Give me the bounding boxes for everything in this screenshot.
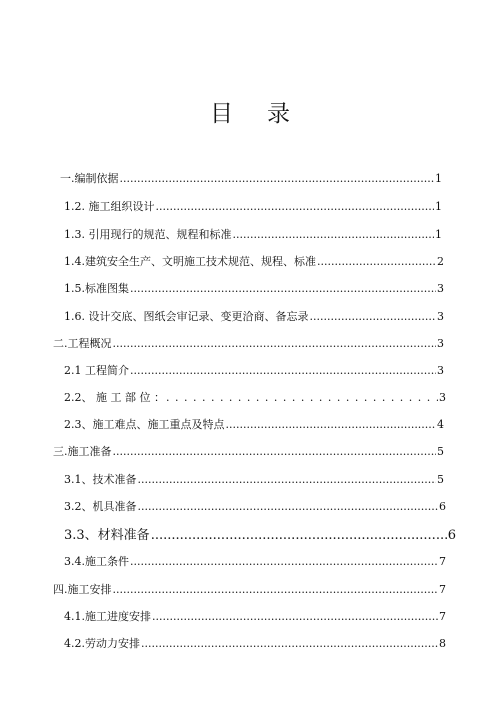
toc-entry[interactable] <box>64 280 444 296</box>
toc-entry-label: 1.5.标准图集 <box>64 282 129 295</box>
toc-entry[interactable] <box>64 362 444 378</box>
toc-entry-page: 1 <box>435 200 442 213</box>
toc-entry[interactable] <box>64 524 456 543</box>
toc-leader-dots <box>113 583 439 596</box>
toc-entry-page: 1 <box>435 172 442 185</box>
toc-entry-page: 7 <box>439 583 446 596</box>
toc-entry-page: 3 <box>439 391 446 404</box>
toc-entry-page: 1 <box>435 228 442 241</box>
toc-leader-dots <box>151 528 447 543</box>
toc-leader-dots <box>130 282 436 295</box>
toc-entry-page: 3 <box>437 337 444 350</box>
toc-leader-dots <box>113 337 437 350</box>
toc-leader-dots <box>317 255 436 268</box>
toc-leader-dots <box>226 418 437 431</box>
toc-entry[interactable] <box>64 471 444 487</box>
toc-entry-label: 1.6. 设计交底、图纸会审记录、变更洽商、备忘录 <box>64 310 309 323</box>
toc-entry-label: 1.4.建筑安全生产、文明施工技术规范、规程、标准 <box>64 255 316 268</box>
toc-leader-dots <box>130 555 438 568</box>
toc-entry-label: 3.3、材料准备 <box>64 528 150 543</box>
toc-entry-label: 三.施工准备 <box>53 445 112 458</box>
toc-entry[interactable] <box>53 581 446 597</box>
toc-entry-label: 2.2、 施 工 部 位 ： <box>64 391 165 404</box>
toc-entry-page: 3 <box>437 310 444 323</box>
toc-entry-page: 5 <box>437 445 444 458</box>
toc-entry-label: 一.编制依据 <box>60 172 119 185</box>
toc-leader-dots <box>130 364 436 377</box>
title-char-2: 录 <box>267 101 290 127</box>
toc-leader-dots <box>113 445 437 458</box>
toc-leader-dots <box>152 610 438 623</box>
toc-leader-dots <box>166 391 438 404</box>
toc-entry[interactable] <box>64 498 446 514</box>
toc-entry-page: 3 <box>437 364 444 377</box>
toc-entry[interactable] <box>64 635 446 651</box>
toc-leader-dots <box>138 473 437 486</box>
toc-entry-label: 4.2.劳动力安排 <box>64 637 140 650</box>
toc-entry-page: 2 <box>437 255 444 268</box>
page-title <box>0 95 500 128</box>
toc-entry-label: 四.施工安排 <box>53 583 112 596</box>
toc-entry[interactable] <box>64 416 444 432</box>
toc-entry[interactable] <box>60 170 442 186</box>
toc-leader-dots <box>120 172 435 185</box>
toc-leader-dots <box>233 228 435 241</box>
toc-entry-label: 3.1、技术准备 <box>64 473 137 486</box>
toc-entry[interactable] <box>64 553 446 569</box>
toc-entry[interactable] <box>64 308 444 324</box>
toc-entry-label: 1.2. 施工组织设计 <box>64 200 155 213</box>
toc-entry-label: 2.3、施工难点、施工重点及特点 <box>64 418 225 431</box>
toc-entry-label: 3.2、机具准备 <box>64 500 137 513</box>
toc-leader-dots <box>138 500 439 513</box>
toc-entry[interactable] <box>64 226 442 242</box>
toc-entry[interactable] <box>53 443 444 459</box>
toc-entry[interactable] <box>64 253 444 269</box>
toc-entry-page: 5 <box>437 473 444 486</box>
toc-leader-dots <box>156 200 435 213</box>
toc-entry-label: 3.4.施工条件 <box>64 555 129 568</box>
toc-entry-page: 6 <box>447 528 456 543</box>
toc-entry[interactable] <box>64 389 446 405</box>
toc-leader-dots <box>310 310 437 323</box>
toc-entry-page: 8 <box>439 637 446 650</box>
toc-leader-dots <box>141 637 438 650</box>
toc-entry[interactable] <box>64 608 446 624</box>
toc-entry-page: 3 <box>437 282 444 295</box>
toc-entry-page: 7 <box>439 555 446 568</box>
toc-entry-page: 6 <box>439 500 446 513</box>
toc-entry-label: 2.1 工程简介 <box>64 364 129 377</box>
title-char-1: 目 <box>210 101 233 127</box>
toc-entry-label: 1.3. 引用现行的规范、规程和标准 <box>64 228 232 241</box>
toc-entry-label: 二.工程概况 <box>53 337 112 350</box>
toc-entry-page: 4 <box>437 418 444 431</box>
toc-entry-label: 4.1.施工进度安排 <box>64 610 151 623</box>
toc-entry[interactable] <box>53 335 444 351</box>
toc-entry[interactable] <box>64 198 442 214</box>
toc-entry-page: 7 <box>439 610 446 623</box>
